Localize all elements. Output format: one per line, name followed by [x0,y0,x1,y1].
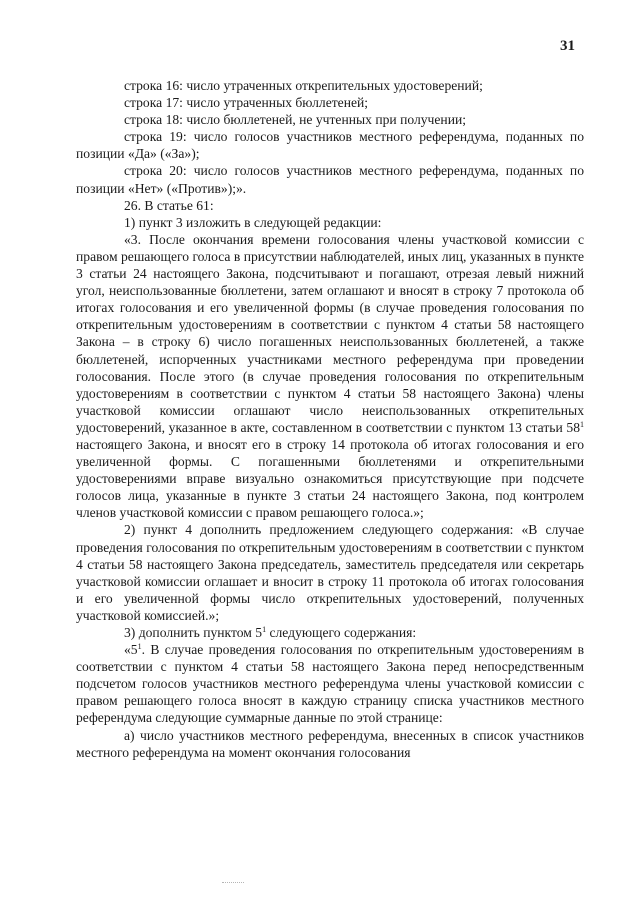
text-run: строка 17: число утраченных бюллетеней; [124,95,369,111]
text-run: 2) пункт 4 дополнить предложением следующего содержания: «В случае проведения голосования по открепительным удостоверениям в соответствии с пунктом 4 статьи 58 настоящего Закона председатель, заместитель председателя или секретарь участковой комиссии оглашает и вносит в строку 11 протокола об итогах голосования и его увеличенной формы число открепительных удостоверений, полученных участковой комиссией.»; [76,522,584,623]
document-body [76,77,584,761]
text-run: 3) дополнить пунктом 5 [124,625,263,640]
paragraph [76,214,584,231]
paragraph [76,162,584,196]
paragraph [76,77,584,94]
superscript: 1 [580,419,584,429]
text-run: «3. После окончания времени голосования члены участковой комиссии с правом решающего голоса в присутствии наблюдателей, иных лиц, указанных в пункте 3 статьи 24 настоящего Закона, подсчитывают и погашают, отрезая левый нижний угол, неиспользованные бюллетени, затем оглашают и вносят в строку 7 протокола об итогах голосования и его увеличенной формы (в случае проведения голосования по открепительным удостоверениям в соответствии с пунктом 4 статьи 58 настоящего Закона – в строку 6) число погашенных неиспользованных бюллетеней, а также бюллетеней, испорченных участниками местного референдума при проведении голосования. После этого (в случае проведения голосования по открепительным удостоверениям в соответствии с пунктом 4 статьи 58 настоящего Закона) члены участковой комиссии оглашают число неиспользованных открепительных удостоверений, указанное в акте, составленном в соответствии с пунктом 13 статьи 58 [76,231,584,435]
text-run: следующего содержания: [266,625,417,640]
text-run: строка 19: число голосов участников местного референдума, поданных по позиции «Да» («За»); [76,129,584,162]
superscript: 1 [137,642,142,652]
text-run: строка 20: число голосов участников местного референдума, поданных по позиции «Нет» («Против»);». [76,163,584,196]
text-run: строка 16: число утраченных открепительных удостоверений; [124,78,483,93]
paragraph [76,727,584,761]
paragraph [76,521,584,624]
paragraph [76,641,584,726]
paragraph [76,111,584,128]
text-run: строка 18: число бюллетеней, не учтенных при получении; [124,112,467,128]
text-run: . В случае проведения голосования по открепительным удостоверениям в соответствии с пунктом 4 статьи 58 настоящего Закона перед непосредственным подсчетом голосов участников местного референдума члены участковой комиссии с правом решающего голоса вносят в каждую страницу списка участников местного референдума следующие суммарные данные по этой странице: [76,642,584,726]
paragraph [76,231,584,522]
page-number: 31 [560,38,575,54]
scan-artifact [222,882,244,886]
text-run: 1) пункт 3 изложить в следующей редакции: [124,214,382,230]
superscript: 1 [262,625,267,634]
text-run: настоящего Закона, и вносят его в строку 14 протокола об итогах голосования и его увеличенной формы. С погашенными бюллетенями и открепительными удостоверениями вправе визуально ознакомиться присутствующие при подсчете голосов лица, указанные в пункте 3 статьи 24 настоящего Закона, под контролем членов участковой комиссии с правом решающего голоса.»; [76,436,584,521]
paragraph [76,197,584,214]
text-run: 26. В статье 61: [124,197,214,213]
paragraph [76,94,584,111]
paragraph [76,624,584,641]
text-run: «5 [124,642,138,658]
paragraph [76,128,584,162]
text-run: а) число участников местного референдума, внесенных в список участников местного референдума на момент окончания голосования [76,727,584,760]
